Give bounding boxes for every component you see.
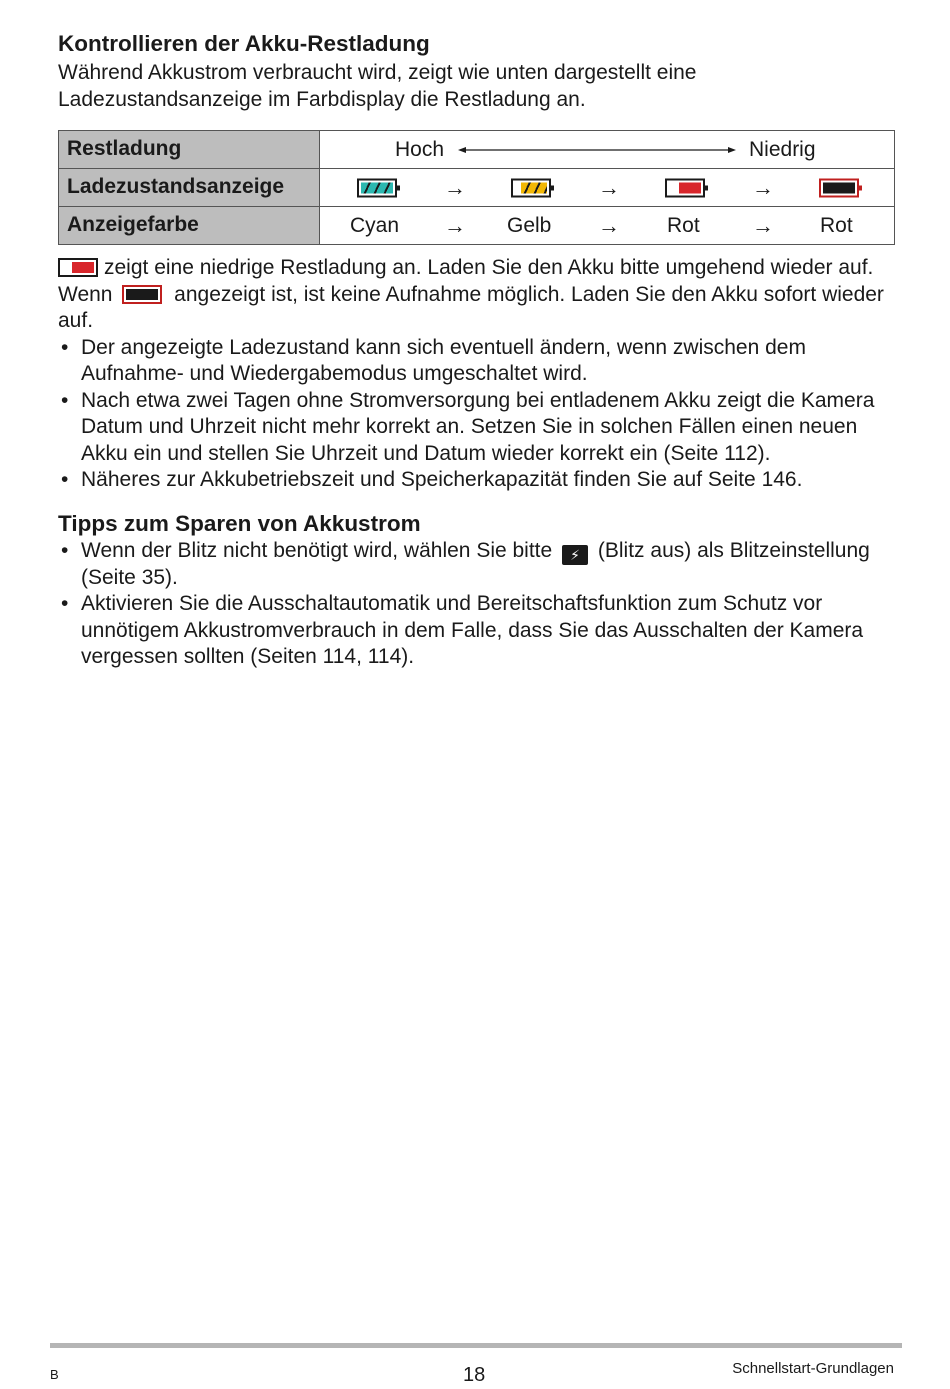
battery-low-red-icon — [58, 258, 98, 277]
color-label: Rot — [820, 213, 853, 237]
arrow-icon: → — [752, 174, 774, 200]
arrow-icon: → — [598, 212, 620, 238]
flash-off-icon: ⚡ — [562, 545, 588, 565]
row-label-ladezustandsanzeige: Ladezustandsanzeige — [59, 169, 320, 207]
arrow-icon: → — [444, 174, 466, 200]
row-label-restladung: Restladung — [59, 131, 320, 169]
page-number: 18 — [463, 1364, 486, 1386]
footer-left-label: B — [50, 1367, 59, 1382]
arrow-icon: → — [444, 212, 466, 238]
range-double-arrow-icon — [458, 144, 736, 156]
page-content — [58, 30, 898, 671]
footer-divider — [50, 1343, 902, 1348]
level-high-label: Hoch — [395, 137, 445, 161]
section-title-battery: Kontrollieren der Akku-Restladung — [58, 31, 430, 56]
list-item: • Wenn der Blitz nicht benötigt wird, wählen Sie bitte ⚡ (Blitz aus) als Blitzeinstellung (Seite 35). — [58, 538, 898, 592]
list-item: • Näheres zur Akkubetriebszeit und Speicherkapazität finden Sie auf Seite 146. — [58, 467, 898, 494]
table-row — [59, 131, 895, 169]
section-title-tips: Tipps zum Sparen von Akkustrom — [58, 510, 421, 536]
note-low-battery: zeigt eine niedrige Restladung an. Laden Sie den Akku bitte umgehend wieder auf. — [58, 255, 898, 282]
table-row — [59, 207, 895, 245]
intro-text: Während Akkustrom verbraucht wird, zeigt wie unten dargestellt eine Ladezustandsanzeige im Farbdisplay die Restladung an. — [58, 61, 697, 111]
battery-notes-list — [58, 335, 898, 494]
battery-level-table — [58, 130, 895, 245]
note-empty-battery: Wenn angezeigt ist, ist keine Aufnahme möglich. Laden Sie den Akku sofort wieder auf. — [58, 282, 884, 332]
battery-empty-red-icon — [122, 285, 162, 304]
battery-full-cyan-icon — [357, 178, 397, 197]
tips-list — [58, 538, 898, 671]
list-item: • Der angezeigte Ladezustand kann sich eventuell ändern, wenn zwischen dem Aufnahme- und Wiedergabemodus umgeschaltet wird. — [58, 335, 898, 388]
list-item: • Aktivieren Sie die Ausschaltautomatik und Bereitschaftsfunktion zum Schutz vor unnötigem Akkustromverbrauch in dem Falle, dass Sie das Ausschalten der Kamera vergessen sollten (Seiten 114, 114). — [58, 591, 898, 671]
footer-section-name: Schnellstart-Grundlagen — [732, 1360, 894, 1377]
table-row — [59, 169, 895, 207]
color-label: Gelb — [507, 213, 552, 237]
battery-half-yellow-icon — [511, 178, 551, 197]
list-item: • Nach etwa zwei Tagen ohne Stromversorgung bei entladenem Akku zeigt die Kamera Datum und Uhrzeit nicht mehr korrekt an. Setzen Sie in solchen Fällen einen neuen Akku ein und stellen Sie Uhrzeit und Datum wieder korrekt ein (Seite 112). — [58, 388, 898, 468]
color-label: Cyan — [350, 213, 400, 237]
battery-low-red-icon — [665, 178, 705, 197]
color-label: Rot — [667, 213, 700, 237]
level-low-label: Niedrig — [749, 137, 816, 161]
arrow-icon: → — [752, 212, 774, 238]
row-label-anzeigefarbe: Anzeigefarbe — [59, 207, 320, 245]
arrow-icon: → — [598, 174, 620, 200]
battery-empty-red-icon — [819, 178, 859, 197]
